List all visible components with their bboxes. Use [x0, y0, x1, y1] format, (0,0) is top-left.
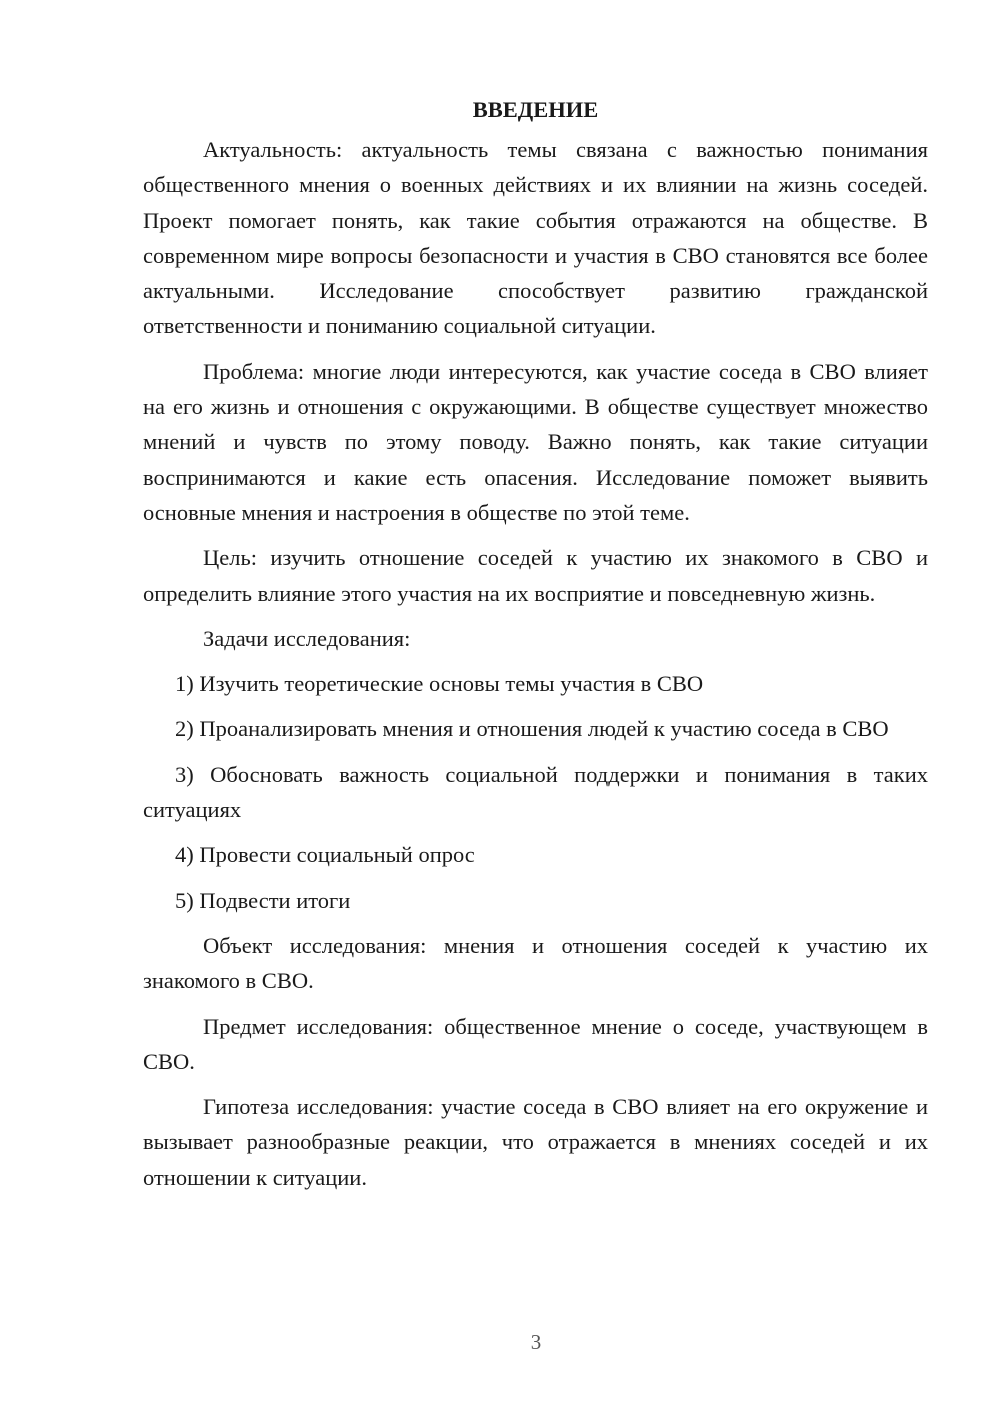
hypothesis-paragraph: Гипотеза исследования: участие соседа в СВО влияет на его окружение и вызывает разнообразные реакции, что отражается в мнениях соседей и их отношении к ситуации. [143, 1094, 928, 1190]
task-item: 2) Проанализировать мнения и отношения людей к участию соседа в СВО [175, 716, 889, 742]
problem-paragraph: Проблема: многие люди интересуются, как участие соседа в СВО влияет на его жизнь и отношения с окружающими. В обществе существует множество мнений и чувств по этому поводу. Важно понять, как такие ситуации воспринимаются и какие есть опасения. Исследование поможет выявить основные мнения и настроения в обществе по этой теме. [143, 358, 928, 525]
task-item: 4) Провести социальный опрос [175, 842, 475, 868]
task-item: 3) Обосновать важность социальной поддержки и понимания в таких ситуациях [143, 761, 928, 823]
tasks-heading: Задачи исследования: [203, 625, 411, 651]
task-item: 1) Изучить теоретические основы темы участия в СВО [175, 671, 704, 697]
document-page [143, 92, 928, 1195]
goal-paragraph: Цель: изучить отношение соседей к участию их знакомого в СВО и определить влияние этого участия на их восприятие и повседневную жизнь. [143, 545, 928, 606]
subject-paragraph: Предмет исследования: общественное мнение о соседе, участвующем в СВО. [143, 1013, 928, 1074]
page-number: 3 [530, 1330, 542, 1354]
task-item: 5) Подвести итоги [175, 887, 351, 913]
object-paragraph: Объект исследования: мнения и отношения соседей к участию их знакомого в СВО. [143, 932, 928, 994]
section-title: ВВЕДЕНИЕ [472, 97, 599, 122]
relevance-paragraph: Актуальность: актуальность темы связана с важностью понимания общественного мнения о военных действиях и их влиянии на жизнь соседей. Проект помогает понять, как такие события отражаются на обществе. В современном мире вопросы безопасности и участия в СВО становятся все более актуальными. Исследование способствует развитию гражданской ответственности и пониманию социальной ситуации. [143, 137, 928, 339]
